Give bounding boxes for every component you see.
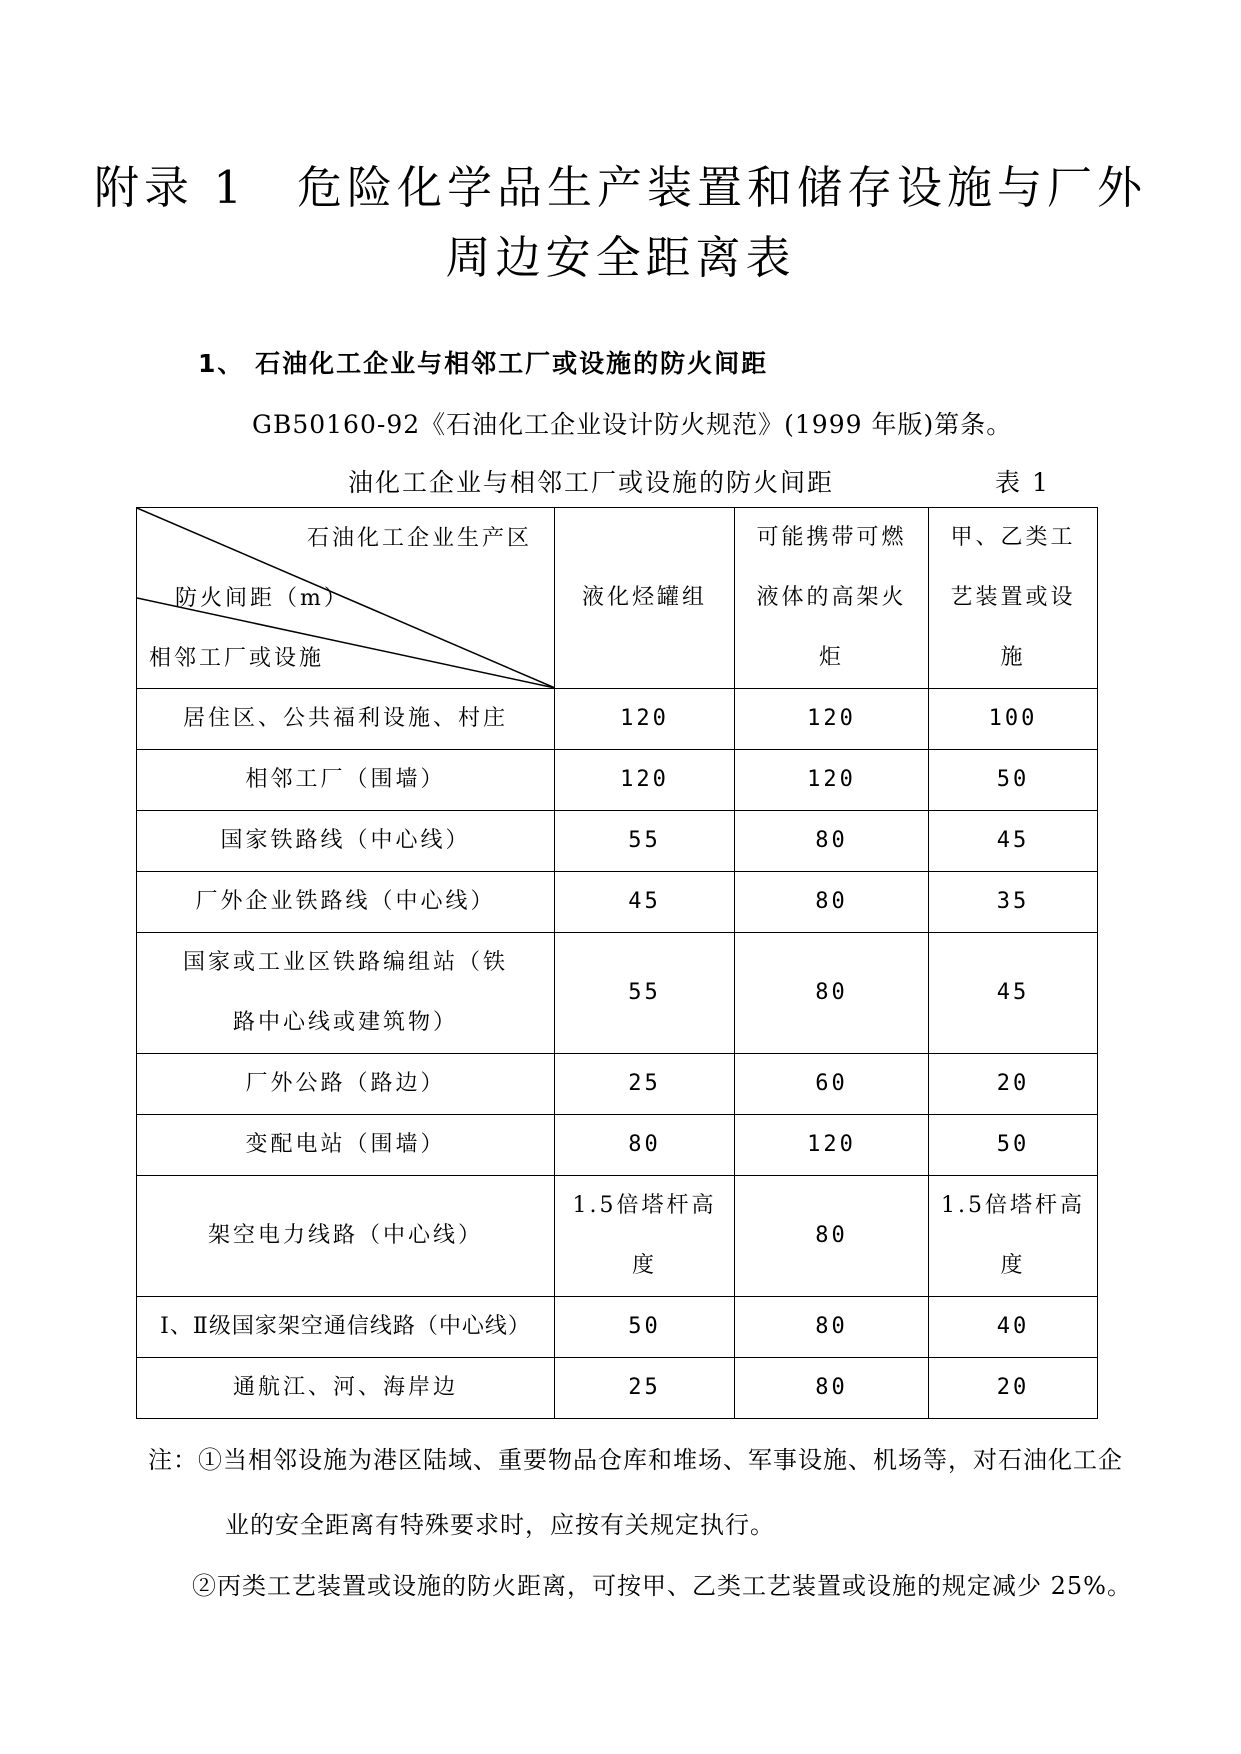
cell-value-text: 1.5倍塔杆高度 [572,1193,717,1278]
section-heading: 1、 石油化工企业与相邻工厂或设施的防火间距 [198,349,769,378]
corner-label-fire-distance: 防火间距（m） [175,586,349,611]
column-header [929,508,1098,689]
row-label: 变配电站（围墙） [137,1115,555,1176]
row-label: 国家铁路线（中心线） [137,811,555,872]
cell-value: 80 [735,933,929,1054]
cell-value: 100 [929,689,1098,750]
row-label: Ⅰ、Ⅱ级国家架空通信线路（中心线） [137,1297,555,1358]
cell-value: 50 [929,1115,1098,1176]
table-number: 表 1 [995,468,1050,497]
cell-value: 45 [929,933,1098,1054]
table-row [137,872,1098,933]
cell-value: 80 [735,1358,929,1419]
row-label: 相邻工厂（围墙） [137,750,555,811]
cell-value [555,1176,735,1297]
cell-value: 50 [929,750,1098,811]
cell-value: 40 [929,1297,1098,1358]
note-2: ②丙类工艺装置或设施的防火距离，可按甲、乙类工艺装置或设施的规定减少 25%。 [192,1572,1132,1600]
cell-value: 50 [555,1297,735,1358]
table-caption: 油化工企业与相邻工厂或设施的防火间距 [348,468,835,497]
cell-value: 25 [555,1054,735,1115]
corner-label-adjacent-facility: 相邻工厂或设施 [149,646,325,671]
source-reference: GB50160-92《石油化工企业设计防火规范》(1999 年版)第条。 [252,410,1013,439]
cell-value: 80 [555,1115,735,1176]
cell-value: 120 [735,689,929,750]
note-1-line-2: 业的安全距离有特殊要求时，应按有关规定执行。 [225,1511,775,1539]
column-header [735,508,929,689]
table-row [137,1176,1098,1297]
cell-value: 45 [555,872,735,933]
row-label [137,933,555,1054]
column-header: 液化烃罐组 [555,508,735,689]
cell-value: 120 [735,1115,929,1176]
table-row [137,933,1098,1054]
page-title-line1: 附录 1 危险化学品生产装置和储存设施与厂外 [94,161,1147,214]
cell-value [929,1176,1098,1297]
cell-value: 55 [555,933,735,1054]
table-corner-header [137,508,555,689]
table-row [137,1115,1098,1176]
cell-value: 45 [929,811,1098,872]
row-label: 厂外企业铁路线（中心线） [137,872,555,933]
corner-label-production-area: 石油化工企业生产区 [306,526,532,551]
row-label-text: 国家或工业区铁路编组站（铁路中心线或建筑物） [182,950,508,1035]
column-header-text: 可能携带可燃液体的高架火炬 [756,525,907,670]
row-label: 通航江、河、海岸边 [137,1358,555,1419]
cell-value: 20 [929,1054,1098,1115]
table-row [137,1054,1098,1115]
row-label: 架空电力线路（中心线） [137,1176,555,1297]
page-title-line2: 周边安全距离表 [445,231,796,284]
cell-value: 120 [735,750,929,811]
column-header-text: 甲、乙类工艺装置或设施 [950,525,1076,670]
safety-distance-table [136,507,1098,1419]
table-row [137,1358,1098,1419]
table-row [137,1297,1098,1358]
cell-value: 80 [735,872,929,933]
cell-value: 80 [735,1176,929,1297]
row-label: 居住区、公共福利设施、村庄 [137,689,555,750]
cell-value: 120 [555,689,735,750]
table-row [137,750,1098,811]
cell-value: 120 [555,750,735,811]
cell-value: 80 [735,811,929,872]
table-row [137,811,1098,872]
note-1-line-1: 注：①当相邻设施为港区陆域、重要物品仓库和堆场、军事设施、机场等，对石油化工企 [148,1446,1123,1474]
table-row [137,689,1098,750]
cell-value: 80 [735,1297,929,1358]
cell-value: 25 [555,1358,735,1419]
cell-value-text: 1.5倍塔杆高度 [941,1193,1085,1278]
cell-value: 55 [555,811,735,872]
cell-value: 60 [735,1054,929,1115]
cell-value: 20 [929,1358,1098,1419]
row-label: 厂外公路（路边） [137,1054,555,1115]
cell-value: 35 [929,872,1098,933]
